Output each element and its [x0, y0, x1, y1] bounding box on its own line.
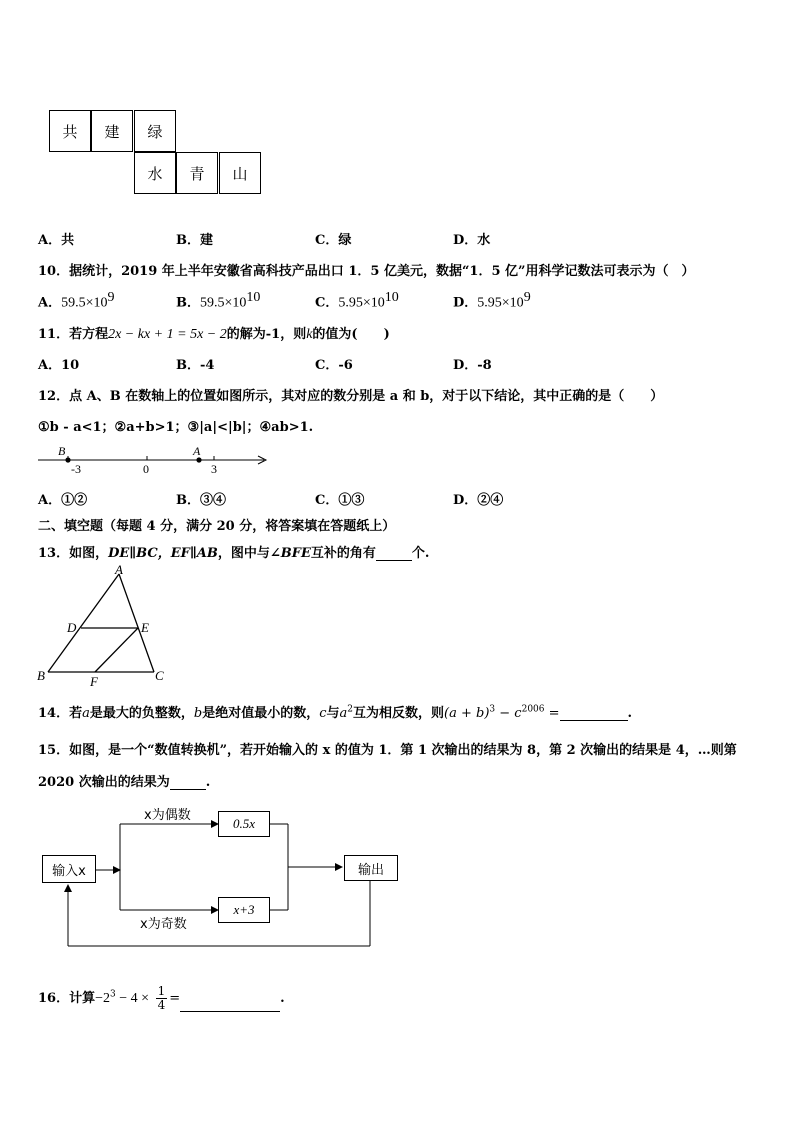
- point-label: E: [141, 620, 149, 635]
- op-even-box: 0.5x: [218, 811, 270, 837]
- q11-option-a: A．10: [38, 358, 80, 373]
- q10-option-c: C．5.95×1010: [315, 290, 399, 311]
- q11-option-d: D．-8: [453, 358, 492, 373]
- q9-option-b: B．建: [176, 233, 213, 248]
- tick-label: 0: [143, 462, 149, 476]
- q10-option-a: A．59.5×109: [38, 290, 115, 311]
- point-b-dot: [65, 457, 70, 462]
- input-box: 输入x: [42, 855, 96, 883]
- q10-option-d: D．5.95×109: [453, 290, 531, 311]
- q12-option-c: C．①③: [315, 493, 365, 508]
- number-line: [36, 442, 270, 478]
- net-cell: 水: [134, 152, 176, 194]
- q15-line1: 15．如图，是一个“数值转换机”，若开始输入的 x 的值为 1．第 1 次输出的结果为 8，第 2 次输出的结果是 4，…则第: [38, 743, 737, 758]
- q11-stem: 11．若方程2x − kx + 1 = 5x − 2的解为-1，则k的值为( ): [38, 327, 390, 342]
- q11-option-c: C．-6: [315, 358, 353, 373]
- point-label: B: [37, 668, 45, 683]
- q12-option-a: A．①②: [38, 493, 88, 508]
- point-label: C: [155, 668, 164, 683]
- tick-label: 3: [211, 462, 217, 476]
- q14-stem: 14．若a是最大的负整数，b是绝对值最小的数，c与$a^2$互为相反数，则$(a + b)^3 - c^{2006}$ = .: [38, 704, 633, 721]
- q9-option-a: A．共: [38, 233, 75, 248]
- output-box: 输出: [344, 855, 398, 881]
- q9-option-c: C．绿: [315, 233, 352, 248]
- point-a-dot: [196, 457, 201, 462]
- q12-stem: 12．点 A、B 在数轴上的位置如图所示，其对应的数分别是 a 和 b，对于以下结论，其中正确的是（ ）: [38, 389, 664, 404]
- point-label: A: [115, 562, 123, 577]
- op-odd-box: x+3: [218, 897, 270, 923]
- section-title: 二、填空题（每题 4 分，满分 20 分，将答案填在答题纸上）: [38, 519, 396, 534]
- q10-stem: 10．据统计，2019 年上半年安徽省高科技产品出口 1．5 亿美元，数据“1．5 亿”用科学记数法可表示为（ ）: [38, 264, 695, 279]
- q10-option-b: B．59.5×1010: [176, 290, 261, 311]
- q15-line2: 2020 次输出的结果为 .: [38, 775, 211, 790]
- triangle-figure: [34, 562, 174, 690]
- q13-stem: 13．如图，DE∥BC，EF∥AB，图中与∠BFE互补的角有 个.: [38, 546, 430, 561]
- net-cell: 共: [49, 110, 91, 152]
- q12-conclusions: ①b - a<1；②a+b>1；③|a|<|b|；④ab>1.: [38, 420, 314, 435]
- net-cell: 山: [219, 152, 261, 194]
- fraction: $\frac{1}{4}$: [157, 984, 166, 1012]
- point-label: F: [90, 674, 98, 689]
- point-label: D: [67, 620, 77, 635]
- even-label: x为偶数: [144, 808, 191, 823]
- odd-label: x为奇数: [140, 917, 187, 932]
- tick-label: -3: [71, 462, 81, 476]
- q12-option-b: B．③④: [176, 493, 226, 508]
- q12-option-d: D．②④: [453, 493, 504, 508]
- q16-stem: 16．计算$-2^3 - 4$ × $\frac{1}{4}$ = .: [38, 984, 285, 1012]
- net-cell: 青: [176, 152, 218, 194]
- point-b-label: B: [58, 444, 66, 458]
- q11-option-b: B．-4: [176, 358, 215, 373]
- q9-option-d: D．水: [453, 233, 491, 248]
- net-cell: 建: [91, 110, 133, 152]
- net-cell: 绿: [134, 110, 176, 152]
- point-a-label: A: [193, 444, 201, 458]
